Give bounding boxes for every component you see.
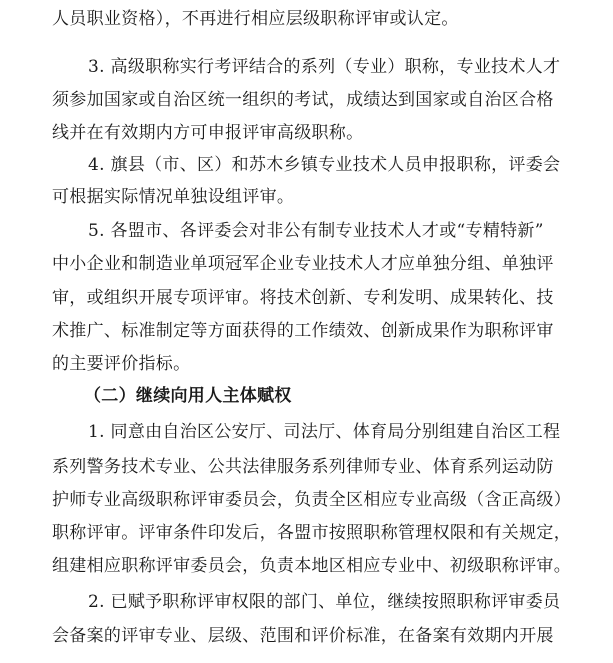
text-line: 2. 已赋予职称评审权限的部门、单位，继续按照职称评审委员	[88, 592, 561, 612]
text-line: 人员职业资格），不再进行相应层级职称评审或认定。	[52, 9, 459, 29]
text-line: 系列警务技术专业、公共法律服务系列律师专业、体育系列运动防	[52, 457, 554, 477]
text-line: 须参加国家或自治区统一组织的考试，成绩达到国家或自治区合格	[52, 90, 554, 110]
text-line: 可根据实际情况单独设组评审。	[52, 187, 295, 207]
text-line: 的主要评价指标。	[52, 354, 191, 374]
text-line: 4. 旗县（市、区）和苏木乡镇专业技术人员申报职称，评委会	[88, 155, 561, 175]
text-line: 1. 同意由自治区公安厅、司法厅、体育局分别组建自治区工程	[88, 422, 561, 442]
text-line: 组建相应职称评审委员会，负责本地区相应专业中、初级职称评审。	[52, 556, 571, 576]
section-heading: （二）继续向用人主体赋权	[84, 386, 292, 406]
text-line: 术推广、标准制定等方面获得的工作绩效、创新成果作为职称评审	[52, 321, 554, 341]
text-line: 5. 各盟市、各评委会对非公有制专业技术人才或“专精特新”	[88, 221, 544, 241]
text-line: 审，或组织开展专项评审。将技术创新、专利发明、成果转化、技	[52, 288, 554, 308]
text-line: 中小企业和制造业单项冠军企业专业技术人才应单独分组、单独评	[52, 254, 554, 274]
text-line: 线并在有效期内方可申报评审高级职称。	[52, 123, 364, 143]
text-line: 护师专业高级职称评审委员会，负责全区相应专业高级（含正高级）	[52, 490, 571, 510]
text-line: 职称评审。评审条件印发后，各盟市按照职称管理权限和有关规定，	[52, 523, 571, 543]
text-line: 3. 高级职称实行考评结合的系列（专业）职称，专业技术人才	[88, 57, 561, 77]
text-line: 会备案的评审专业、层级、范围和评价标准，在备案有效期内开展	[52, 626, 554, 646]
